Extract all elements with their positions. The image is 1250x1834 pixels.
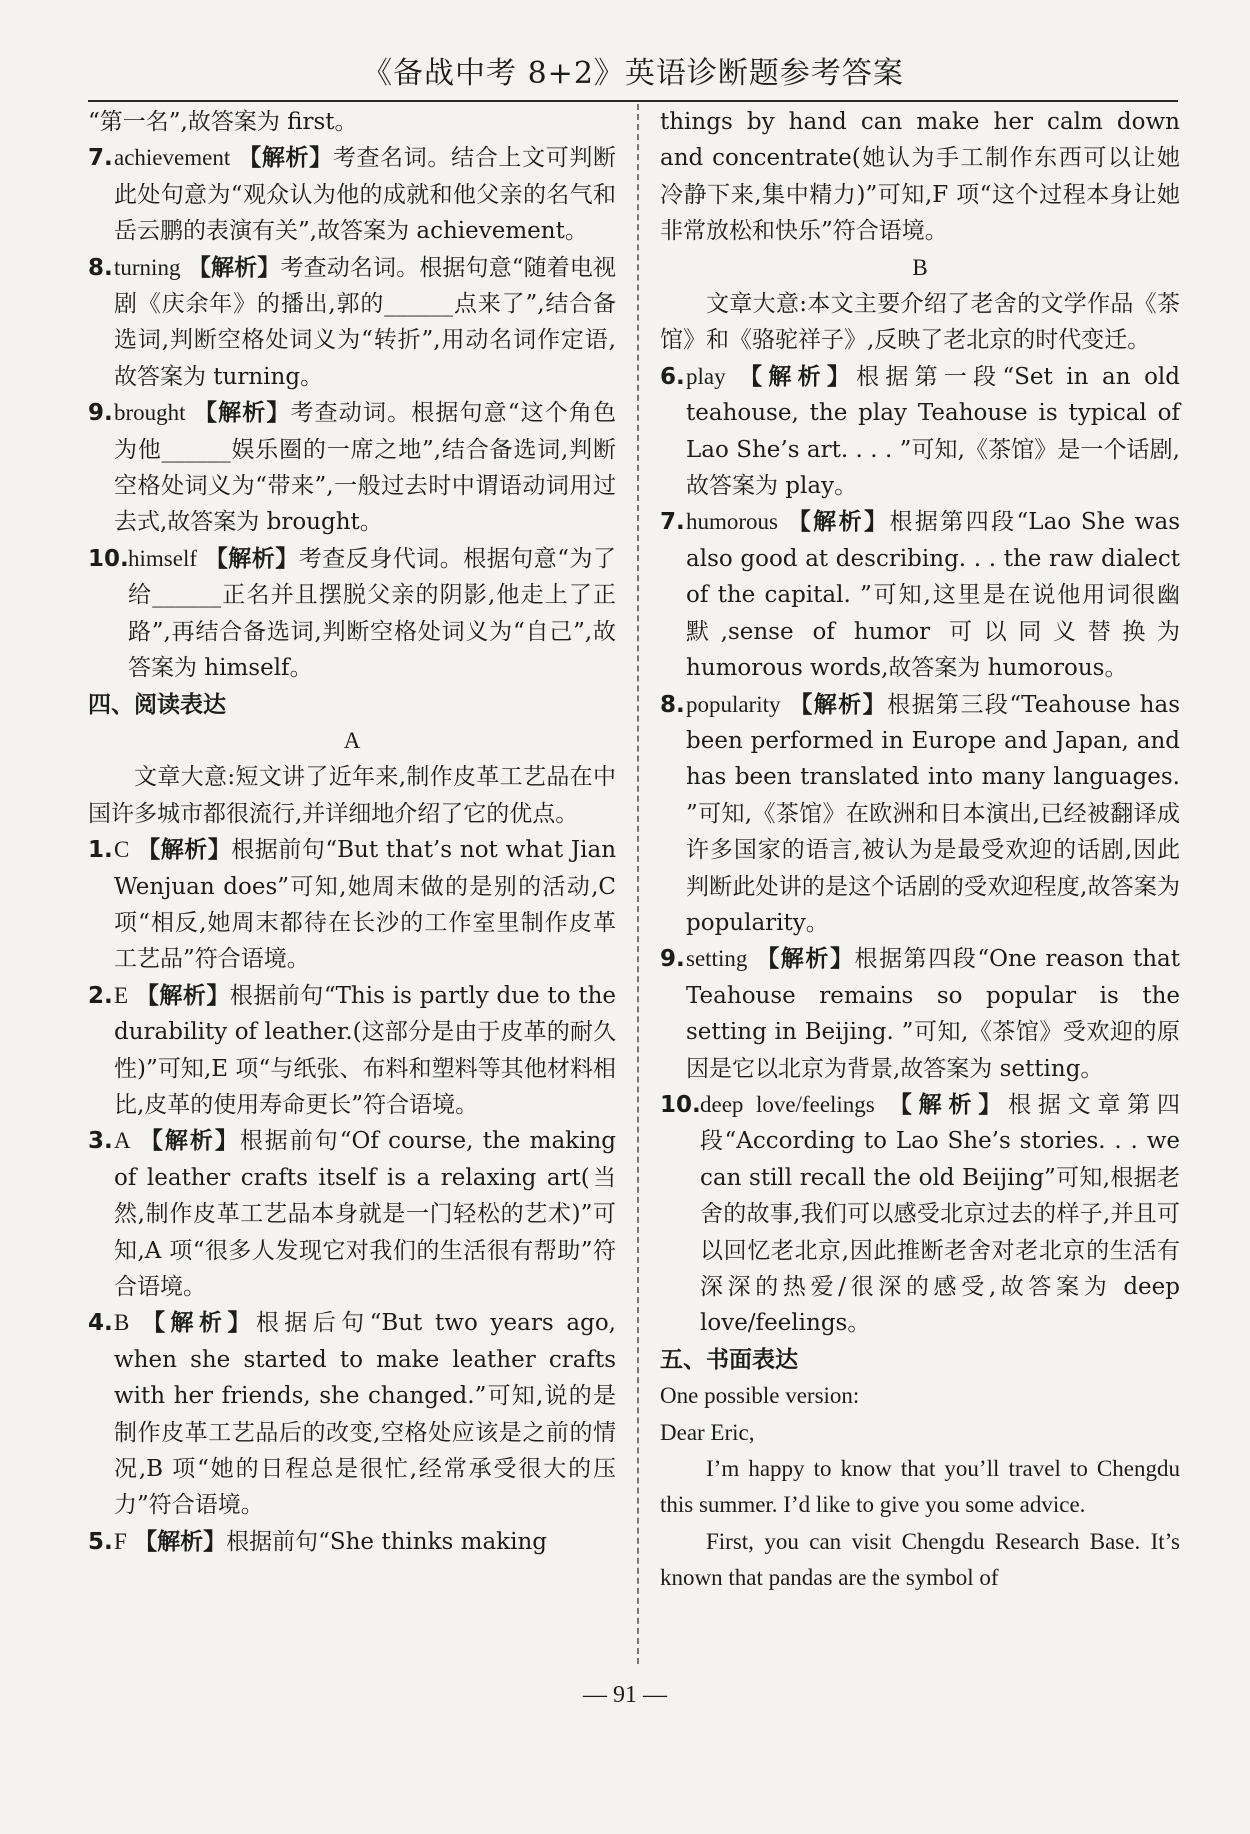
- item-number: 9.: [88, 400, 113, 427]
- item-answer: C: [114, 837, 130, 863]
- analysis-text: 考查名词。结合上文可判断此处句意为“观众认为他的成就和他父亲的名气和岳云鹏的表演有关”,故答案为 achievement。: [114, 145, 617, 245]
- item-number: 8.: [660, 691, 685, 718]
- item-number: 4.: [88, 1310, 113, 1337]
- answer-item-a1: [88, 832, 616, 978]
- answer-item-a5: [88, 1524, 616, 1560]
- answer-item-a2: [88, 978, 616, 1124]
- answer-item-b9: [660, 941, 1180, 1087]
- analysis-text: 根据文章第四段“According to Lao She’s stories. . . we can still recall the old Beijing”可知,根据老舍的故事,我们可以感受北京过去的样子,并且可以回忆老北京,因此推断老舍对老北京的生活有深深的热爱/很深的感受,故答案为 deep love/feelings。: [700, 1091, 1181, 1337]
- item-answer: turning: [114, 254, 181, 280]
- item-answer: humorous: [686, 509, 778, 535]
- answer-item-10: [88, 541, 616, 687]
- item-answer: achievement: [114, 145, 231, 171]
- letter-paragraph-2: First, you can visit Chengdu Research Base. It’s known that pandas are the symbol of: [660, 1528, 1180, 1591]
- item-number: 3.: [88, 1128, 113, 1155]
- analysis-text: 根据后句“But two years ago, when she started to make leather crafts with her friends, she changed.”可知,说的是制作皮革工艺品后的改变,空格处应该是之前的情况,B 项“她的日程总是很忙,经常承受很大的压力”符合语境。: [114, 1310, 616, 1519]
- analysis-tag: 【解析】: [187, 253, 281, 281]
- analysis-text: 考查反身代词。根据句意“为了给______正名并且摆脱父亲的阴影,他走上了正路”,再结合备选词,判断空格处词义为“自己”,故答案为 himself。: [128, 545, 616, 682]
- item-number: 10.: [88, 545, 129, 572]
- header-title: 《备战中考 8+2》英语诊断题参考答案: [362, 56, 904, 91]
- analysis-text: 考查动词。根据句意“这个角色为他______娱乐圈的一席之地”,结合备选词,判断空格处词义为“带来”,一般过去时中谓语动词用过去式,故答案为 brought。: [114, 400, 617, 536]
- summary-a: 文章大意:短文讲了近年来,制作皮革工艺品在中国许多城市都很流行,并详细地介绍了它的优点。: [88, 764, 616, 827]
- part-label-a: A: [343, 727, 361, 753]
- item-number: 8.: [88, 254, 113, 281]
- left-column: [88, 104, 616, 1560]
- item-answer: brought: [114, 400, 186, 426]
- item-answer: A: [114, 1128, 131, 1154]
- answer-item-9: [88, 395, 616, 541]
- analysis-tag: 【解析】: [135, 981, 230, 1009]
- analysis-text: 根据第四段“Lao She was also good at describing. . . the raw dialect of the capital. ”可知,这里是在说他用词很幽默,sense of humor 可以同义替换为 humorous words,故答案为 humorous。: [686, 509, 1180, 682]
- answer-item-a4: [88, 1305, 616, 1523]
- continuation-text: things by hand can make her calm down and concentrate(她认为手工制作东西可以让她冷静下来,集中精力)”可知,F 项“这个过程本身让她非常放松和快乐”符合语境。: [660, 109, 1180, 245]
- item-answer: setting: [686, 946, 748, 972]
- page-number: — 91 —: [583, 1682, 667, 1708]
- answer-item-b8: [660, 687, 1180, 942]
- item-answer: play: [686, 363, 726, 389]
- analysis-text: 根据前句“This is partly due to the durability of leather.(这部分是由于皮革的耐久性)”可知,E 项“与纸张、布料和塑料等其他材料相比,皮革的使用寿命更长”符合语境。: [114, 982, 617, 1118]
- item-number: 2.: [88, 982, 113, 1009]
- section-heading-reading: 四、阅读表达: [88, 691, 226, 718]
- continuation-text: “第一名”,故答案为 first。: [88, 109, 358, 135]
- answer-item-b7: [660, 504, 1180, 686]
- item-number: 1.: [88, 837, 113, 864]
- analysis-tag: 【解析】: [139, 1127, 240, 1155]
- possible-version-label: One possible version:: [660, 1383, 860, 1409]
- answer-item-a3: [88, 1123, 616, 1305]
- item-answer: popularity: [686, 691, 781, 717]
- item-answer: E: [114, 982, 129, 1008]
- analysis-text: 根据第四段“One reason that Teahouse remains so popular is the setting in Beijing. ”可知,《茶馆》受欢迎的原因是它以北京为背景,故答案为 setting。: [686, 946, 1181, 1082]
- analysis-tag: 【解析】: [134, 1527, 227, 1555]
- item-answer: F: [114, 1528, 127, 1554]
- answer-item-b6: [660, 359, 1180, 505]
- right-column: [660, 104, 1180, 1597]
- analysis-text: 根据前句“Of course, the making of leather crafts itself is a relaxing art(当然,制作皮革工艺品本身就是一门轻松的艺术)”可知,A 项“很多人发现它对我们的生活很有帮助”符合语境。: [114, 1128, 617, 1300]
- analysis-tag: 【解析】: [204, 544, 299, 572]
- item-number: 7.: [660, 509, 685, 536]
- summary-b: 文章大意:本文主要介绍了老舍的文学作品《茶馆》和《骆驼祥子》,反映了老北京的时代变迁。: [660, 291, 1180, 354]
- analysis-tag: 【解析】: [739, 362, 857, 390]
- item-number: 9.: [660, 946, 685, 973]
- analysis-tag: 【解析】: [888, 1090, 1009, 1118]
- item-number: 10.: [660, 1091, 701, 1118]
- item-answer: B: [114, 1310, 130, 1336]
- analysis-tag: 【解析】: [787, 508, 890, 536]
- analysis-tag: 【解析】: [756, 945, 855, 973]
- analysis-tag: 【解析】: [238, 144, 333, 172]
- analysis-text: 根据第一段“Set in an old teahouse, the play Teahouse is typical of Lao She’s art. . . . ”可知,《茶馆》是一个话剧,故答案为 play。: [686, 363, 1180, 500]
- analysis-tag: 【解析】: [137, 836, 232, 864]
- answer-item-7: [88, 140, 616, 249]
- analysis-text: 根据第三段“Teahouse has been performed in Europe and Japan, and has been translated into many languages. ”可知,《茶馆》在欧洲和日本演出,已经被翻译成许多国家的语言,被认为是最受欢迎的话剧,因此判断此处讲的是这个话剧的受欢迎程度,故答案为 popularity。: [686, 691, 1180, 936]
- analysis-text: 根据前句“But that’s not what Jian Wenjuan does”可知,她周末做的是别的活动,C 项“相反,她周末都待在长沙的工作室里制作皮革工艺品”符合语境。: [114, 837, 617, 973]
- letter-salutation: Dear Eric,: [660, 1419, 755, 1445]
- analysis-text: 根据前句“She thinks making: [226, 1528, 547, 1555]
- item-answer: himself: [128, 545, 197, 571]
- item-number: 5.: [88, 1528, 113, 1555]
- analysis-tag: 【解析】: [194, 399, 291, 427]
- item-answer: deep love/feelings: [700, 1091, 875, 1117]
- item-number: 7.: [88, 145, 113, 172]
- answer-item-b10: [660, 1087, 1180, 1342]
- item-number: 6.: [660, 363, 685, 390]
- part-label-b: B: [912, 254, 928, 280]
- column-divider: [637, 104, 639, 1664]
- analysis-text: 考查动名词。根据句意“随着电视剧《庆余年》的播出,郭的______点来了”,结合备选词,判断空格处词义为“转折”,用动名词作定语,故答案为 turning。: [114, 254, 617, 390]
- analysis-tag: 【解析】: [789, 690, 888, 718]
- section-heading-writing: 五、书面表达: [660, 1346, 798, 1373]
- answer-item-8: [88, 250, 616, 396]
- letter-paragraph-1: I’m happy to know that you’ll travel to Chengdu this summer. I’d like to give you some advice.: [660, 1456, 1180, 1518]
- page-header: [88, 48, 1178, 102]
- analysis-tag: 【解析】: [142, 1309, 256, 1337]
